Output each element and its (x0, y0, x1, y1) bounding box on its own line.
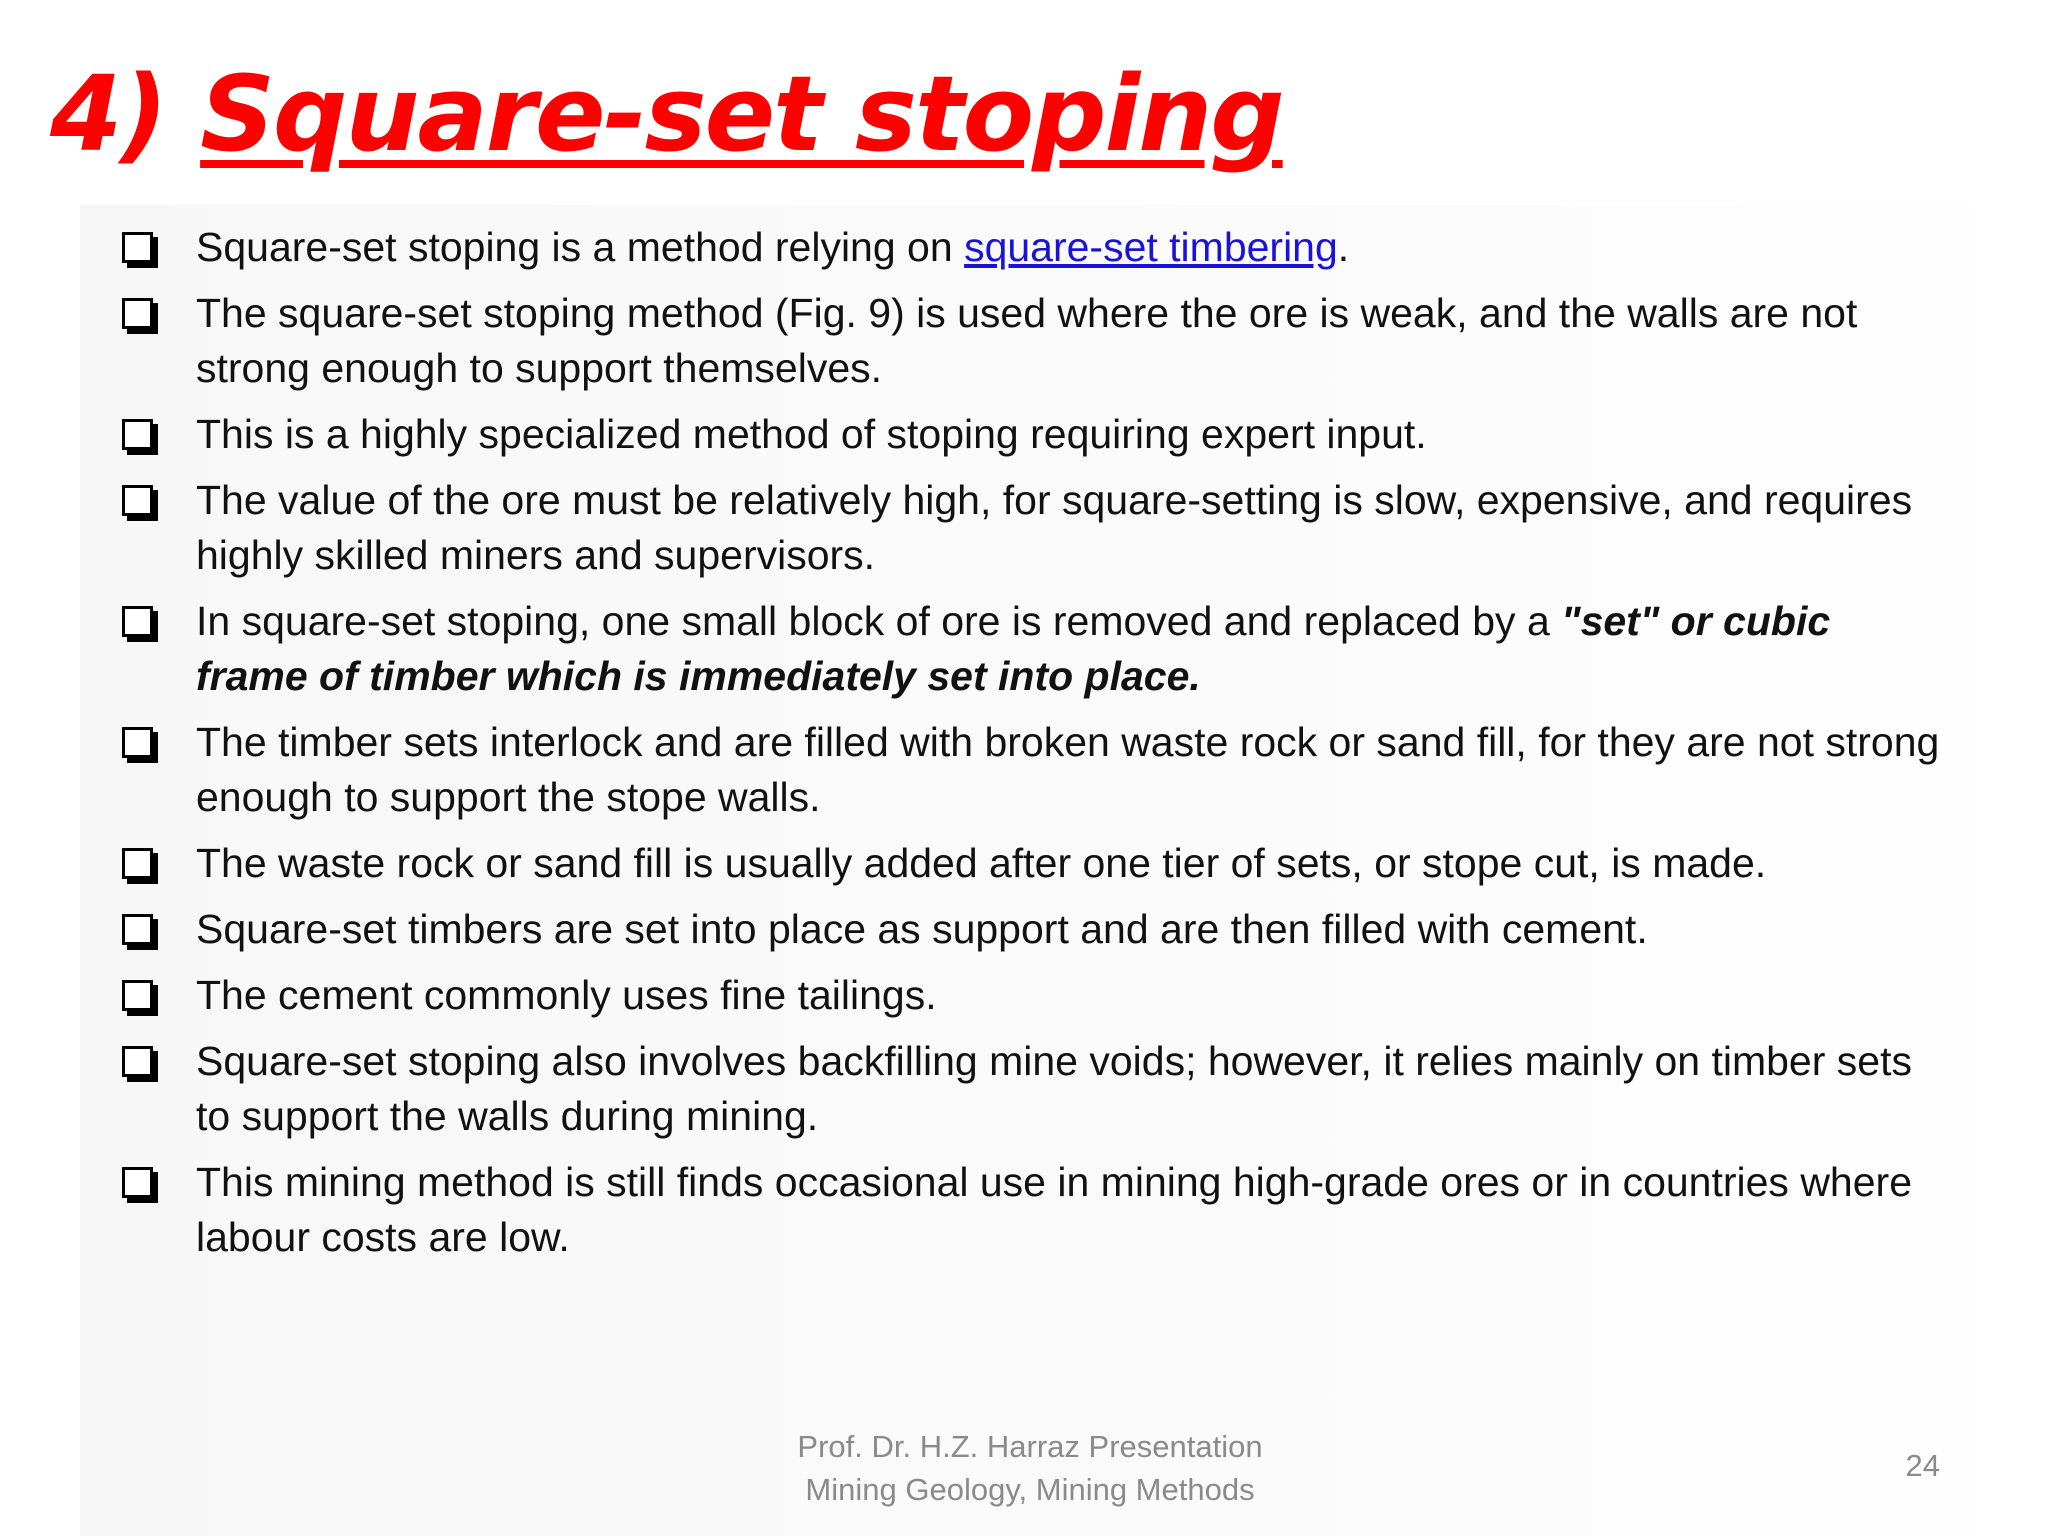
bullet-text: Square-set timbers are set into place as support and are then filled with cement. (196, 906, 1648, 952)
bullet-item (118, 1034, 1948, 1144)
checkbox-icon (122, 1046, 153, 1077)
checkbox-icon (122, 419, 153, 450)
footer (660, 1425, 1400, 1511)
bullet-text: Square-set stoping also involves backfilling mine voids; however, it relies mainly on timber sets to support the walls during mining. (196, 1038, 1912, 1139)
bullet-text: The timber sets interlock and are filled with broken waste rock or sand fill, for they are not strong enough to support the stope walls. (196, 719, 1940, 820)
bullet-text-end: . (1337, 224, 1350, 270)
title-text: Square-set stoping (200, 53, 1283, 175)
checkbox-icon (122, 298, 153, 329)
bullet-emphasis: "set" or cubic frame of timber which is immediately set into place. (196, 598, 1831, 699)
checkbox-icon (122, 848, 153, 879)
bullet-item (118, 902, 1948, 957)
bullet-item (118, 1155, 1948, 1265)
bullet-text: This is a highly specialized method of stoping requiring expert input. (196, 411, 1427, 457)
bullet-text: The waste rock or sand fill is usually added after one tier of sets, or stope cut, is made. (196, 840, 1767, 886)
bullet-text: The value of the ore must be relatively high, for square-setting is slow, expensive, and requires highly skilled miners and supervisors. (196, 477, 1913, 578)
bullet-list (118, 220, 1948, 1276)
bullet-text: In square-set stoping, one small block of ore is removed and replaced by a (196, 598, 1562, 644)
footer-line-2: Mining Geology, Mining Methods (805, 1472, 1255, 1507)
bullet-text: Square-set stoping is a method relying on (196, 224, 965, 270)
square-set-timbering-link[interactable]: square-set timbering (964, 224, 1338, 270)
bullet-item (118, 220, 1948, 275)
bullet-item (118, 286, 1948, 396)
checkbox-icon (122, 727, 153, 758)
bullet-item (118, 968, 1948, 1023)
bullet-item (118, 473, 1948, 583)
bullet-item (118, 594, 1948, 704)
bullet-item (118, 715, 1948, 825)
checkbox-icon (122, 485, 153, 516)
checkbox-icon (122, 914, 153, 945)
checkbox-icon (122, 1167, 153, 1198)
bullet-text: The square-set stoping method (Fig. 9) is used where the ore is weak, and the walls are not strong enough to support themselves. (196, 290, 1858, 391)
checkbox-icon (122, 232, 153, 263)
checkbox-icon (122, 606, 153, 637)
page-number: 24 (1905, 1448, 1940, 1483)
slide-title (50, 52, 1283, 177)
bullet-item (118, 836, 1948, 891)
bullet-item (118, 407, 1948, 462)
bullet-text: This mining method is still finds occasional use in mining high-grade ores or in countries where labour costs are low. (196, 1159, 1912, 1260)
checkbox-icon (122, 980, 153, 1011)
bullet-text: The cement commonly uses fine tailings. (196, 972, 937, 1018)
title-number: 4) (50, 53, 166, 175)
footer-line-1: Prof. Dr. H.Z. Harraz Presentation (797, 1429, 1263, 1464)
